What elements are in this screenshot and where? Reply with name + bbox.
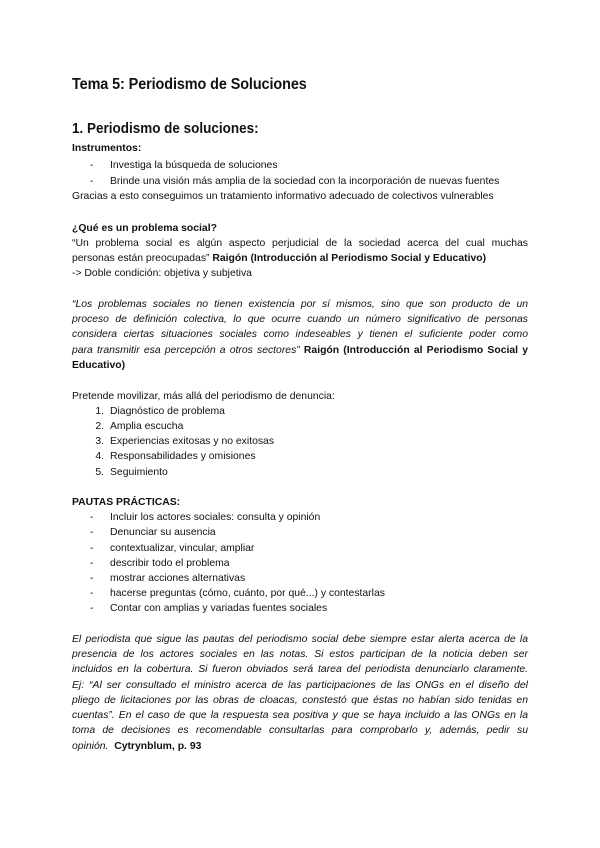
problema-question: ¿Qué es un problema social? xyxy=(72,223,217,234)
final-line: toma de decisiones es recomendable consultarlas para comprobarlo y, además, pedir su xyxy=(72,725,528,736)
list-item: describir todo el problema xyxy=(110,558,230,569)
list-dash: - xyxy=(90,160,94,171)
final-line: cuentas”. En el caso de que la respuesta sea positiva y que se haya incluido a las ONGs en la xyxy=(72,710,528,721)
final-text: opinión. xyxy=(72,741,109,752)
cita-line: proceso de definición colectiva, lo que ocurre cuando un número significativo de personas xyxy=(72,314,528,325)
section-heading: 1. Periodismo de soluciones: xyxy=(72,121,259,137)
list-item: Contar con amplias y variadas fuentes sociales xyxy=(110,603,328,614)
list-item: Diagnóstico de problema xyxy=(110,406,225,417)
list-dash: - xyxy=(90,603,94,614)
list-item: Denunciar su ausencia xyxy=(110,527,216,538)
final-line xyxy=(72,740,201,753)
cita-line: “Los problemas sociales no tienen existencia por sí mismos, sino que son producto de un xyxy=(72,299,528,310)
final-line: pliego de licitaciones por las obras de cloacas, constestó que éstas no habían sido tenidas en xyxy=(72,695,528,706)
list-dash: - xyxy=(90,573,94,584)
pautas-heading: PAUTAS PRÁCTICAS: xyxy=(72,497,181,508)
cita-source: Raigón (Introducción al Periodismo Social y xyxy=(303,345,528,356)
list-number: 4. xyxy=(95,451,104,462)
list-number: 1. xyxy=(95,406,104,417)
list-item: mostrar acciones alternativas xyxy=(110,573,246,584)
cita-text: para transmitir esa percepción a otros sectores” xyxy=(72,345,300,356)
list-item: contextualizar, vincular, ampliar xyxy=(110,543,255,554)
list-number: 3. xyxy=(95,436,104,447)
final-line: presencia de los actores sociales en las notas. Si estos participan de la noticia deben ser xyxy=(72,649,528,660)
instrumentos-label: Instrumentos: xyxy=(72,143,142,154)
list-item: hacerse preguntas (cómo, cuánto, por qué...) y contestarlas xyxy=(110,588,385,599)
list-item: Responsabilidades y omisiones xyxy=(110,451,256,462)
final-line: incluidos en la cobertura. Si fueron obviados será tarea del periodista denunciarlo claramente. xyxy=(72,664,528,675)
cita-line xyxy=(72,344,528,357)
cita-line: considera ciertas situaciones sociales como indeseables y tienen el suficiente poder como xyxy=(72,329,528,340)
list-dash: - xyxy=(90,176,94,187)
pretende-intro: Pretende movilizar, más allá del periodismo de denuncia: xyxy=(72,391,335,402)
quote-source: Raigón (Introducción al Periodismo Social y Educativo) xyxy=(212,253,487,264)
list-item: Seguimiento xyxy=(110,467,168,478)
problema-quote-line: “Un problema social es algún aspecto perjudicial de la sociedad acerca del cual muchas xyxy=(72,238,528,249)
list-dash: - xyxy=(90,558,94,569)
gracias-text: Gracias a esto conseguimos un tratamiento informativo adecuado de colectivos vulnerables xyxy=(72,191,494,202)
list-item: Incluir los actores sociales: consulta y opinión xyxy=(110,512,321,523)
final-line: El periodista que sigue las pautas del periodismo social debe siempre estar alerta acerca de la xyxy=(72,634,528,645)
list-dash: - xyxy=(90,543,94,554)
page-title: Tema 5: Periodismo de Soluciones xyxy=(72,76,307,93)
list-item: Amplia escucha xyxy=(110,421,184,432)
list-dash: - xyxy=(90,527,94,538)
list-dash: - xyxy=(90,512,94,523)
list-item: Experiencias exitosas y no exitosas xyxy=(110,436,275,447)
list-item: Brinde una visión más amplia de la sociedad con la incorporación de nuevas fuentes xyxy=(110,176,500,187)
final-line: Ej: “Al ser consultado el ministro acerca de las participaciones de las ONGs en el diseño del xyxy=(72,680,528,691)
list-number: 2. xyxy=(95,421,104,432)
list-number: 5. xyxy=(95,467,104,478)
problema-quote-line xyxy=(72,252,486,265)
final-source: Cytrynblum, p. 93 xyxy=(114,741,202,752)
quote-text: personas están preocupadas” xyxy=(72,253,210,264)
doble-condicion: -> Doble condición: objetiva y subjetiva xyxy=(72,268,252,279)
list-dash: - xyxy=(90,588,94,599)
list-item: Investiga la búsqueda de soluciones xyxy=(110,160,278,171)
cita-source-end: Educativo) xyxy=(72,360,126,371)
